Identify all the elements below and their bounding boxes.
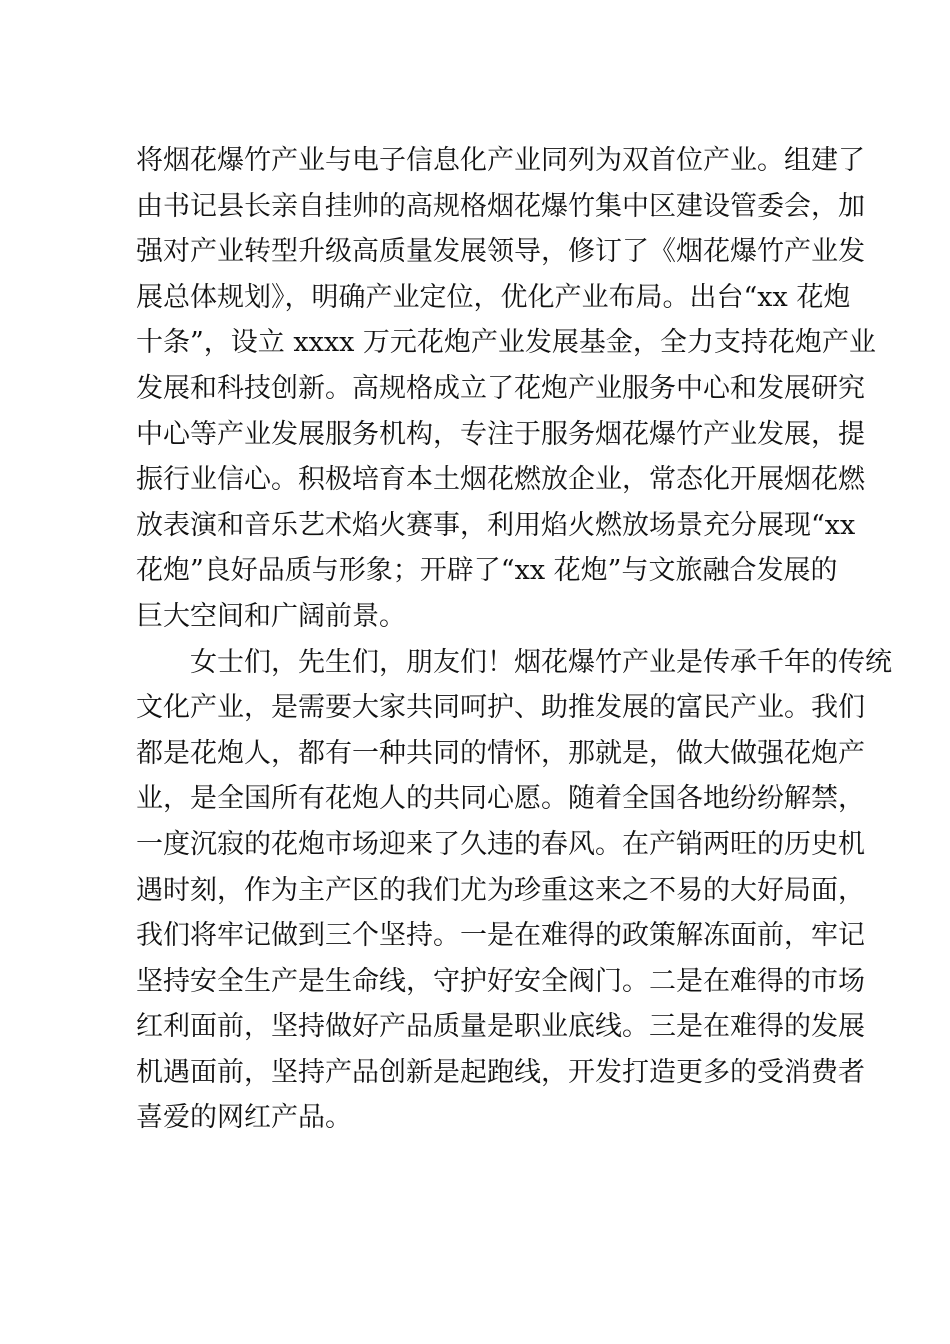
paragraph-line: 我们将牢记做到三个坚持。一是在难得的政策解冻面前，牢记	[136, 920, 865, 952]
paragraph-line: 将烟花爆竹产业与电子信息化产业同列为双首位产业。组建了	[136, 145, 865, 176]
paragraph-line: 喜爱的网红产品。	[136, 1102, 352, 1134]
paragraph-line: 展总体规划》，明确产业定位，优化产业布局。出台“xx 花炮	[136, 281, 851, 313]
paragraph-line: 放表演和音乐艺术焰火赛事，利用焰火燃放场景充分展现“xx	[136, 509, 856, 541]
paragraph-line: 业，是全国所有花炮人的共同心愿。随着全国各地纷纷解禁，	[136, 783, 865, 815]
paragraph-first-line: 女士们，先生们，朋友们！烟花爆竹产业是传承千年的传统	[190, 646, 892, 678]
paragraph-line: 花炮”良好品质与形象；开辟了“xx 花炮”与文旅融合发展的	[136, 555, 838, 587]
paragraph-line: 振行业信心。积极培育本土烟花燃放企业，常态化开展烟花燃	[136, 464, 865, 496]
paragraph-1	[136, 138, 876, 640]
paragraph-line: 强对产业转型升级高质量发展领导，修订了《烟花爆竹产业发	[136, 236, 865, 268]
paragraph-2	[136, 640, 892, 1142]
paragraph-line: 文化产业，是需要大家共同呵护、助推发展的富民产业。我们	[136, 692, 865, 724]
paragraph-line: 发展和科技创新。高规格成立了花炮产业服务中心和发展研究	[136, 372, 865, 404]
paragraph-line: 坚持安全生产是生命线，守护好安全阀门。二是在难得的市场	[136, 965, 865, 997]
paragraph-line: 巨大空间和广阔前景。	[136, 600, 406, 632]
paragraph-line: 十条”，设立 xxxx 万元花炮产业发展基金，全力支持花炮产业	[136, 327, 876, 359]
paragraph-line: 遇时刻，作为主产区的我们尤为珍重这来之不易的大好局面，	[136, 874, 865, 906]
paragraph-line: 一度沉寂的花炮市场迎来了久违的春风。在产销两旺的历史机	[136, 828, 865, 860]
paragraph-line: 机遇面前，坚持产品创新是起跑线，开发打造更多的受消费者	[136, 1056, 865, 1088]
document-body	[136, 138, 892, 1141]
paragraph-line: 红利面前，坚持做好产品质量是职业底线。三是在难得的发展	[136, 1011, 865, 1043]
paragraph-line: 中心等产业发展服务机构，专注于服务烟花爆竹产业发展，提	[136, 418, 865, 450]
paragraph-line: 由书记县长亲自挂帅的高规格烟花爆竹集中区建设管委会，加	[136, 190, 865, 222]
paragraph-line: 都是花炮人，都有一种共同的情怀，那就是，做大做强花炮产	[136, 737, 865, 769]
